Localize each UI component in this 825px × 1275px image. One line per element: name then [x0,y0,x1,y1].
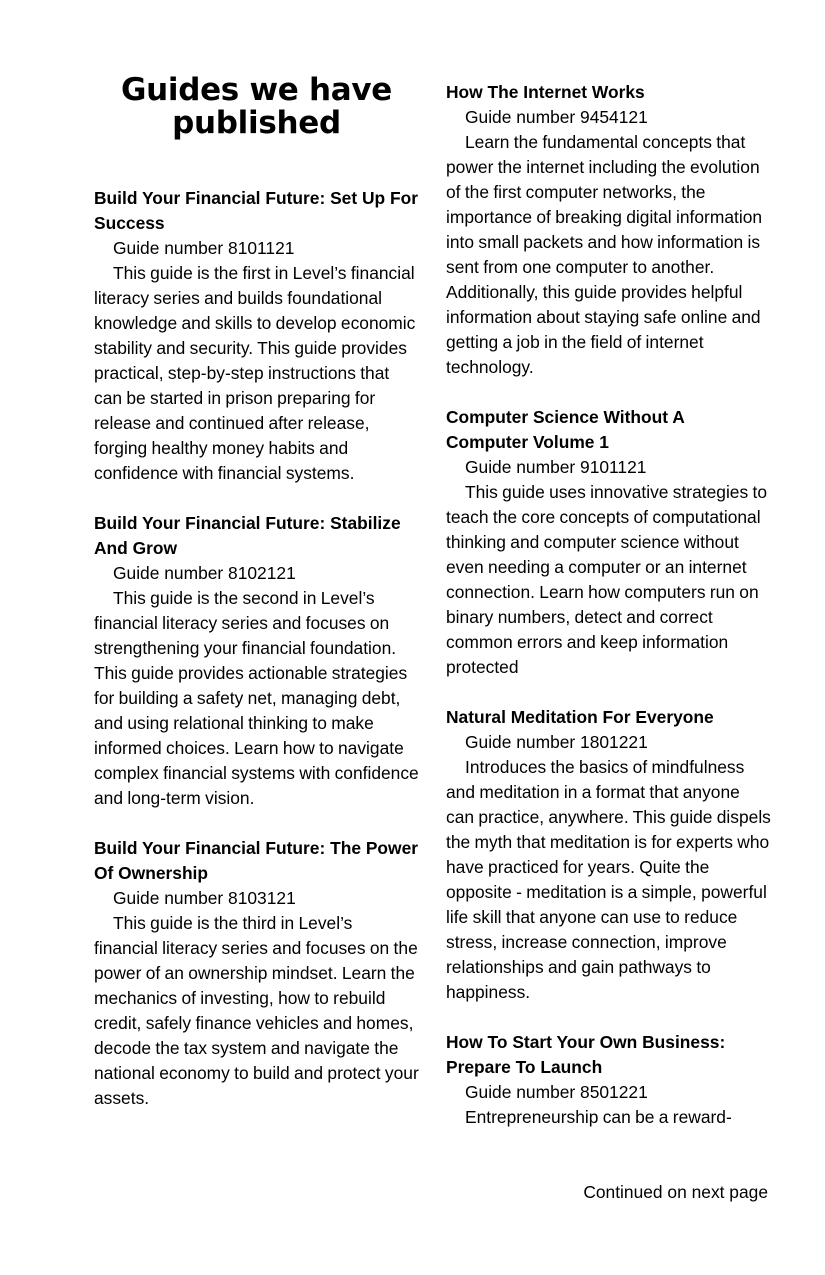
guide-number: Guide number 8101121 [113,238,295,258]
guide-title: How The Internet Works [446,82,645,102]
guide-title: How To Start Your Own Business: Prepare To Launch [446,1032,726,1077]
guide-entry [94,511,419,811]
title-spacer [94,140,419,186]
guide-number: Guide number 8501221 [465,1082,648,1102]
guide-description: This guide is the first in Level’s financial literacy series and builds foundational knowledge and skills to develop economic stability and security. This guide provides practical, step-by-step instructions that can be started in prison preparing for release and continued after release, forging healthy money habits and confidence with financial systems. [94,263,416,483]
guide-title: Build Your Financial Future: The Power Of Ownership [94,838,419,883]
guide-number: Guide number 8103121 [113,888,296,908]
guide-description: This guide is the third in Level’s financial literacy series and focuses on the power of an ownership mindset. Learn the mechanics of investing, how to rebuild credit, safely finance vehicles and homes, decode the tax system and navigate the national economy to build and protect your assets. [94,913,419,1108]
guide-description: Learn the fundamental concepts that power the internet including the evolution of the first computer networks, the importance of breaking digital information into small packets and how information is sent from one computer to another. Additionally, this guide provides helpful information about staying safe online and getting a job in the field of internet technology. [446,132,763,377]
guide-number: Guide number 1801221 [465,732,648,752]
guide-description: This guide uses innovative strategies to teach the core concepts of computational thinking and computer science without even needing a computer or an internet connection. Learn how computers run on binary numbers, detect and correct common errors and keep information protected [446,482,768,677]
guide-number: Guide number 9454121 [465,107,648,127]
guide-title: Computer Science Without A Computer Volume 1 [446,407,685,452]
page-title: Guides we have published [120,72,393,141]
right-column [446,80,771,1155]
left-column [94,70,419,1136]
guide-entry [94,836,419,1111]
guide-entry [446,405,771,680]
guide-description: Introduces the basics of mindfulness and meditation in a format that anyone can practice, anywhere. This guide dispels the myth that meditation is for experts who have practiced for years. Quite the opposite - meditation is a simple, powerful life skill that anyone can use to reduce stress, increase connection, improve relationships and gain pathways to happiness. [446,757,771,1002]
guide-description: Entrepreneurship can be a reward- [465,1107,732,1127]
guide-title: Natural Meditation For Everyone [446,707,714,727]
guide-entry [446,705,771,1005]
continued-note: Continued on next page [583,1182,768,1202]
guide-number: Guide number 9101121 [465,457,647,477]
guide-description: This guide is the second in Level’s financial literacy series and focuses on strengthening your financial foundation. This guide provides actionable strategies for building a safety net, managing debt, and using relational thinking to make informed choices. Learn how to navigate complex financial systems with confidence and long-term vision. [94,588,419,808]
guide-number: Guide number 8102121 [113,563,296,583]
guide-entry [446,1030,771,1130]
guide-entry [94,186,419,486]
guide-title: Build Your Financial Future: Stabilize And Grow [94,513,401,558]
guide-title: Build Your Financial Future: Set Up For Success [94,188,418,233]
guide-entry [446,80,771,380]
